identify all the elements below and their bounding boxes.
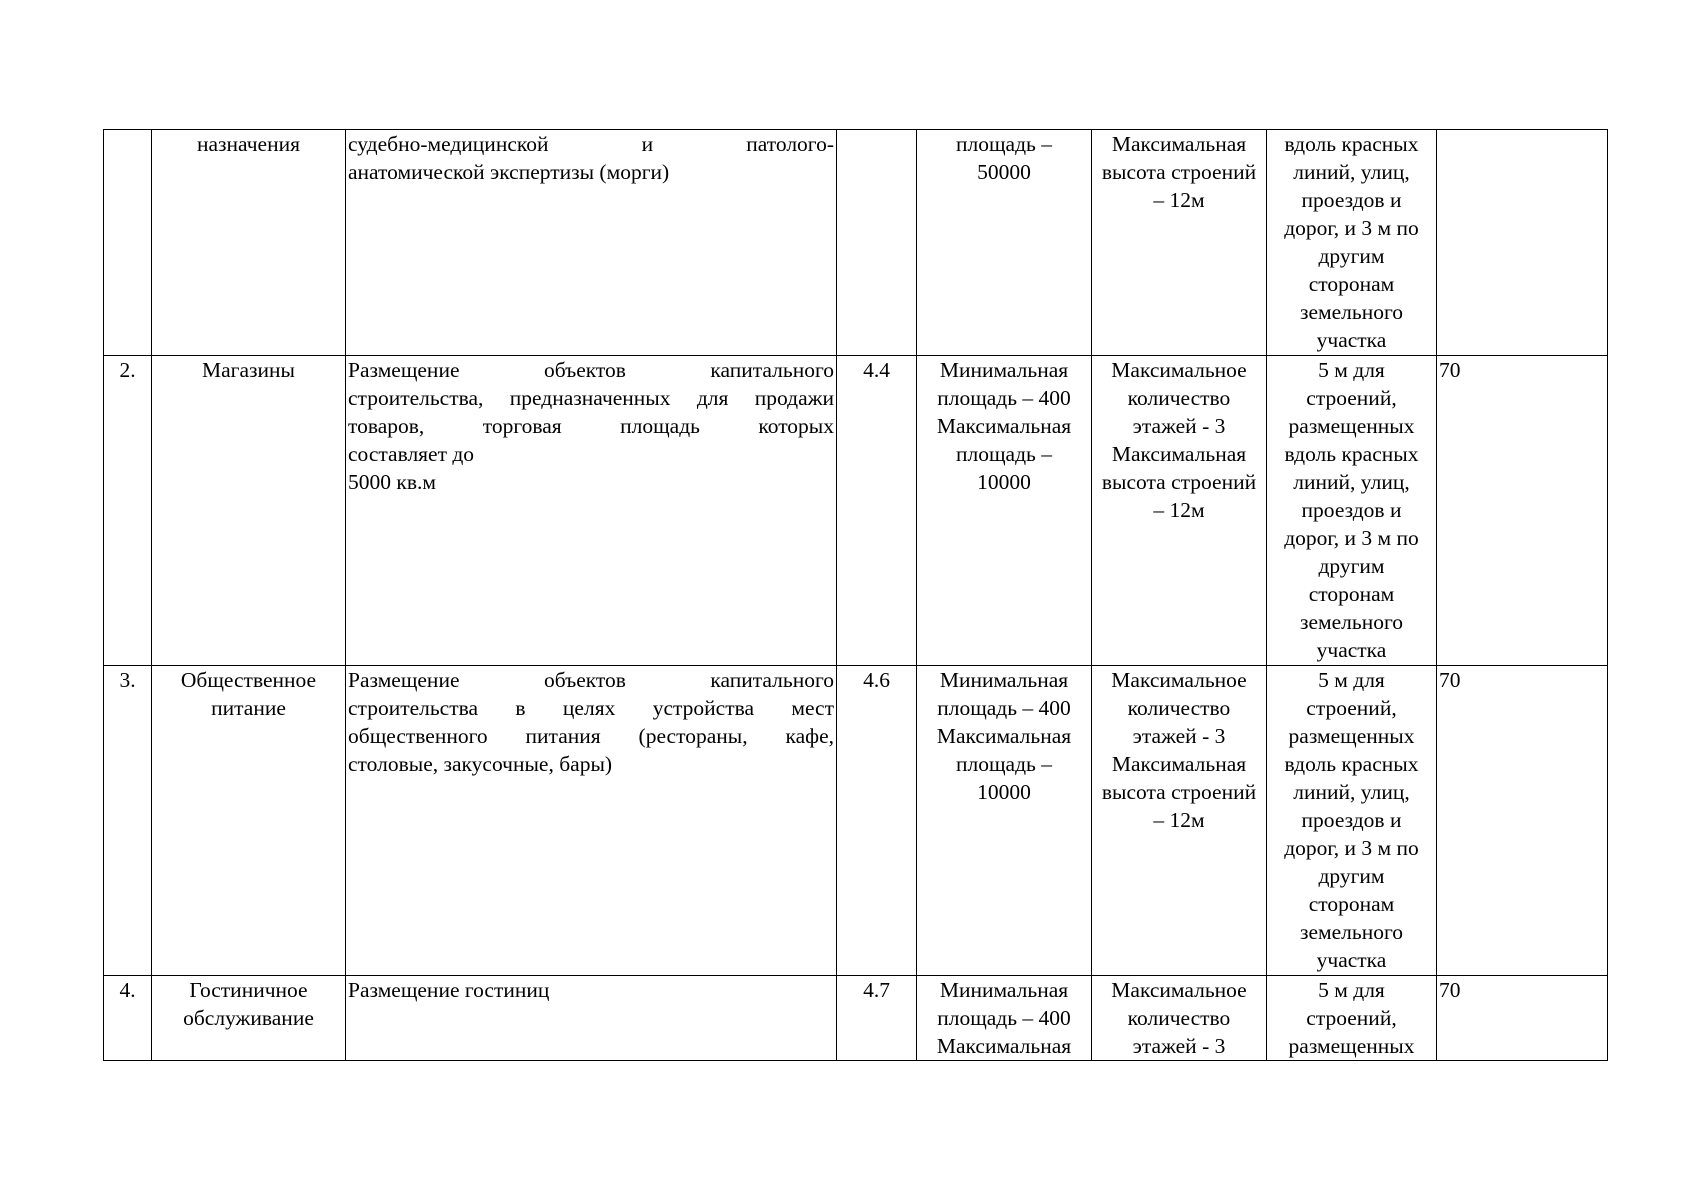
coverage-percent-cell bbox=[1437, 976, 1608, 1061]
setback-line: вдоль красных bbox=[1284, 752, 1419, 776]
row-number-cell bbox=[104, 666, 152, 976]
height-limits-line: высота строений bbox=[1101, 470, 1257, 494]
use-code-cell bbox=[837, 976, 917, 1061]
description-line: Размещение объектов капитального bbox=[348, 668, 834, 692]
height-limits-line: Максимальная bbox=[1111, 752, 1247, 776]
plot-area-line: Максимальная bbox=[936, 414, 1072, 438]
setback-line: участка bbox=[1316, 638, 1387, 662]
height-limits-line: этажей - 3 bbox=[1132, 414, 1226, 438]
use-name-line: Общественное bbox=[180, 668, 317, 692]
plot-area-line: Максимальная bbox=[936, 724, 1072, 748]
description-line: анатомической экспертизы (морги) bbox=[348, 160, 670, 184]
use-name-line: обслуживание bbox=[183, 1006, 314, 1030]
description-line: судебно-медицинской и патолого- bbox=[348, 132, 834, 156]
setback-line: сторонам bbox=[1308, 892, 1395, 916]
plot-area-cell bbox=[917, 356, 1092, 666]
height-limits-cell bbox=[1092, 666, 1267, 976]
plot-area-cell bbox=[917, 976, 1092, 1061]
plot-area-line: площадь – bbox=[956, 442, 1052, 466]
table-row bbox=[104, 976, 1608, 1061]
use-name-cell bbox=[152, 130, 346, 356]
setback-line: дорог, и 3 м по bbox=[1284, 836, 1419, 860]
height-limits-line: Максимальное bbox=[1111, 358, 1247, 382]
height-limits-line: – 12м bbox=[1153, 808, 1205, 832]
setback-line: размещенных bbox=[1288, 1034, 1415, 1058]
coverage-percent: 70 bbox=[1439, 358, 1461, 382]
land-use-regulations-table bbox=[103, 129, 1608, 1061]
setback-line: участка bbox=[1316, 328, 1387, 352]
row-number-cell bbox=[104, 130, 152, 356]
use-description-cell bbox=[346, 976, 837, 1061]
setback-line: строений, bbox=[1306, 696, 1397, 720]
setback-line: 5 м для bbox=[1318, 358, 1385, 382]
use-name-line: Гостиничное bbox=[189, 978, 308, 1002]
setback-line: сторонам bbox=[1308, 582, 1395, 606]
plot-area-line: 50000 bbox=[977, 160, 1031, 184]
setback-cell bbox=[1267, 356, 1437, 666]
height-limits-line: высота строений bbox=[1101, 160, 1257, 184]
description-line: товаров, торговая площадь которых bbox=[348, 414, 834, 438]
coverage-percent: 70 bbox=[1439, 668, 1461, 692]
description-line: строительства, предназначенных для продажи bbox=[348, 386, 834, 410]
height-limits-line: – 12м bbox=[1153, 498, 1205, 522]
setback-line: сторонам bbox=[1308, 272, 1395, 296]
setback-line: строений, bbox=[1306, 1006, 1397, 1030]
description-line: строительства в целях устройства мест bbox=[348, 696, 834, 720]
use-description-cell bbox=[346, 356, 837, 666]
plot-area-line: Минимальная bbox=[939, 978, 1069, 1002]
coverage-percent-cell bbox=[1437, 356, 1608, 666]
height-limits-line: количество bbox=[1127, 1006, 1231, 1030]
description-line: составляет до bbox=[348, 442, 475, 466]
setback-line: линий, улиц, bbox=[1293, 470, 1410, 494]
setback-line: земельного bbox=[1299, 610, 1403, 634]
setback-line: проездов и bbox=[1301, 188, 1402, 212]
setback-line: земельного bbox=[1299, 300, 1403, 324]
use-name-line: назначения bbox=[197, 132, 300, 156]
use-code-cell bbox=[837, 356, 917, 666]
setback-cell bbox=[1267, 130, 1437, 356]
setback-line: 5 м для bbox=[1318, 978, 1385, 1002]
setback-line: дорог, и 3 м по bbox=[1284, 216, 1419, 240]
coverage-percent: 70 bbox=[1439, 978, 1461, 1002]
row-number-cell bbox=[104, 356, 152, 666]
height-limits-line: высота строений bbox=[1101, 780, 1257, 804]
setback-line: другим bbox=[1318, 244, 1385, 268]
height-limits-line: этажей - 3 bbox=[1132, 724, 1226, 748]
use-name-cell bbox=[152, 356, 346, 666]
height-limits-line: этажей - 3 bbox=[1132, 1034, 1226, 1058]
setback-cell bbox=[1267, 666, 1437, 976]
height-limits-line: количество bbox=[1127, 386, 1231, 410]
row-number: 3. bbox=[119, 668, 136, 692]
coverage-percent-cell bbox=[1437, 130, 1608, 356]
setback-line: другим bbox=[1318, 554, 1385, 578]
plot-area-line: Максимальная bbox=[936, 1034, 1072, 1058]
plot-area-cell bbox=[917, 666, 1092, 976]
table-row bbox=[104, 130, 1608, 356]
use-name-cell bbox=[152, 666, 346, 976]
table-row bbox=[104, 356, 1608, 666]
row-number: 4. bbox=[119, 978, 136, 1002]
setback-line: линий, улиц, bbox=[1293, 780, 1410, 804]
plot-area-line: Минимальная bbox=[939, 358, 1069, 382]
description-line: столовые, закусочные, бары) bbox=[348, 752, 613, 776]
use-code: 4.6 bbox=[863, 668, 890, 692]
setback-line: вдоль красных bbox=[1284, 132, 1419, 156]
description-line: Размещение объектов капитального bbox=[348, 358, 834, 382]
use-code: 4.7 bbox=[863, 978, 890, 1002]
plot-area-line: площадь – 400 bbox=[937, 1006, 1071, 1030]
row-number-cell bbox=[104, 976, 152, 1061]
plot-area-line: площадь – 400 bbox=[937, 386, 1071, 410]
height-limits-line: Максимальная bbox=[1111, 132, 1247, 156]
height-limits-line: Максимальное bbox=[1111, 978, 1247, 1002]
use-code-cell bbox=[837, 666, 917, 976]
setback-line: строений, bbox=[1306, 386, 1397, 410]
use-description-cell bbox=[346, 130, 837, 356]
setback-line: вдоль красных bbox=[1284, 442, 1419, 466]
setback-line: размещенных bbox=[1288, 414, 1415, 438]
setback-line: проездов и bbox=[1301, 498, 1402, 522]
height-limits-cell bbox=[1092, 130, 1267, 356]
height-limits-line: Максимальная bbox=[1111, 442, 1247, 466]
description-line: общественного питания (рестораны, кафе, bbox=[348, 724, 834, 748]
plot-area-line: площадь – 400 bbox=[937, 696, 1071, 720]
height-limits-line: Максимальное bbox=[1111, 668, 1247, 692]
setback-line: проездов и bbox=[1301, 808, 1402, 832]
description-line: 5000 кв.м bbox=[348, 470, 436, 494]
setback-line: участка bbox=[1316, 948, 1387, 972]
height-limits-line: – 12м bbox=[1153, 188, 1205, 212]
plot-area-cell bbox=[917, 130, 1092, 356]
table-row bbox=[104, 666, 1608, 976]
plot-area-line: площадь – bbox=[956, 752, 1052, 776]
use-name-line: питание bbox=[211, 696, 286, 720]
setback-line: другим bbox=[1318, 864, 1385, 888]
plot-area-line: 10000 bbox=[977, 780, 1031, 804]
plot-area-line: Минимальная bbox=[939, 668, 1069, 692]
use-description-cell bbox=[346, 666, 837, 976]
description-line: Размещение гостиниц bbox=[348, 978, 550, 1002]
plot-area-line: площадь – bbox=[956, 132, 1052, 156]
use-code: 4.4 bbox=[863, 358, 890, 382]
use-name-line: Магазины bbox=[202, 358, 295, 382]
height-limits-line: количество bbox=[1127, 696, 1231, 720]
setback-cell bbox=[1267, 976, 1437, 1061]
use-code-cell bbox=[837, 130, 917, 356]
plot-area-line: 10000 bbox=[977, 470, 1031, 494]
use-name-cell bbox=[152, 976, 346, 1061]
setback-line: линий, улиц, bbox=[1293, 160, 1410, 184]
coverage-percent-cell bbox=[1437, 666, 1608, 976]
height-limits-cell bbox=[1092, 356, 1267, 666]
setback-line: земельного bbox=[1299, 920, 1403, 944]
row-number: 2. bbox=[119, 358, 136, 382]
setback-line: 5 м для bbox=[1318, 668, 1385, 692]
setback-line: размещенных bbox=[1288, 724, 1415, 748]
setback-line: дорог, и 3 м по bbox=[1284, 526, 1419, 550]
height-limits-cell bbox=[1092, 976, 1267, 1061]
